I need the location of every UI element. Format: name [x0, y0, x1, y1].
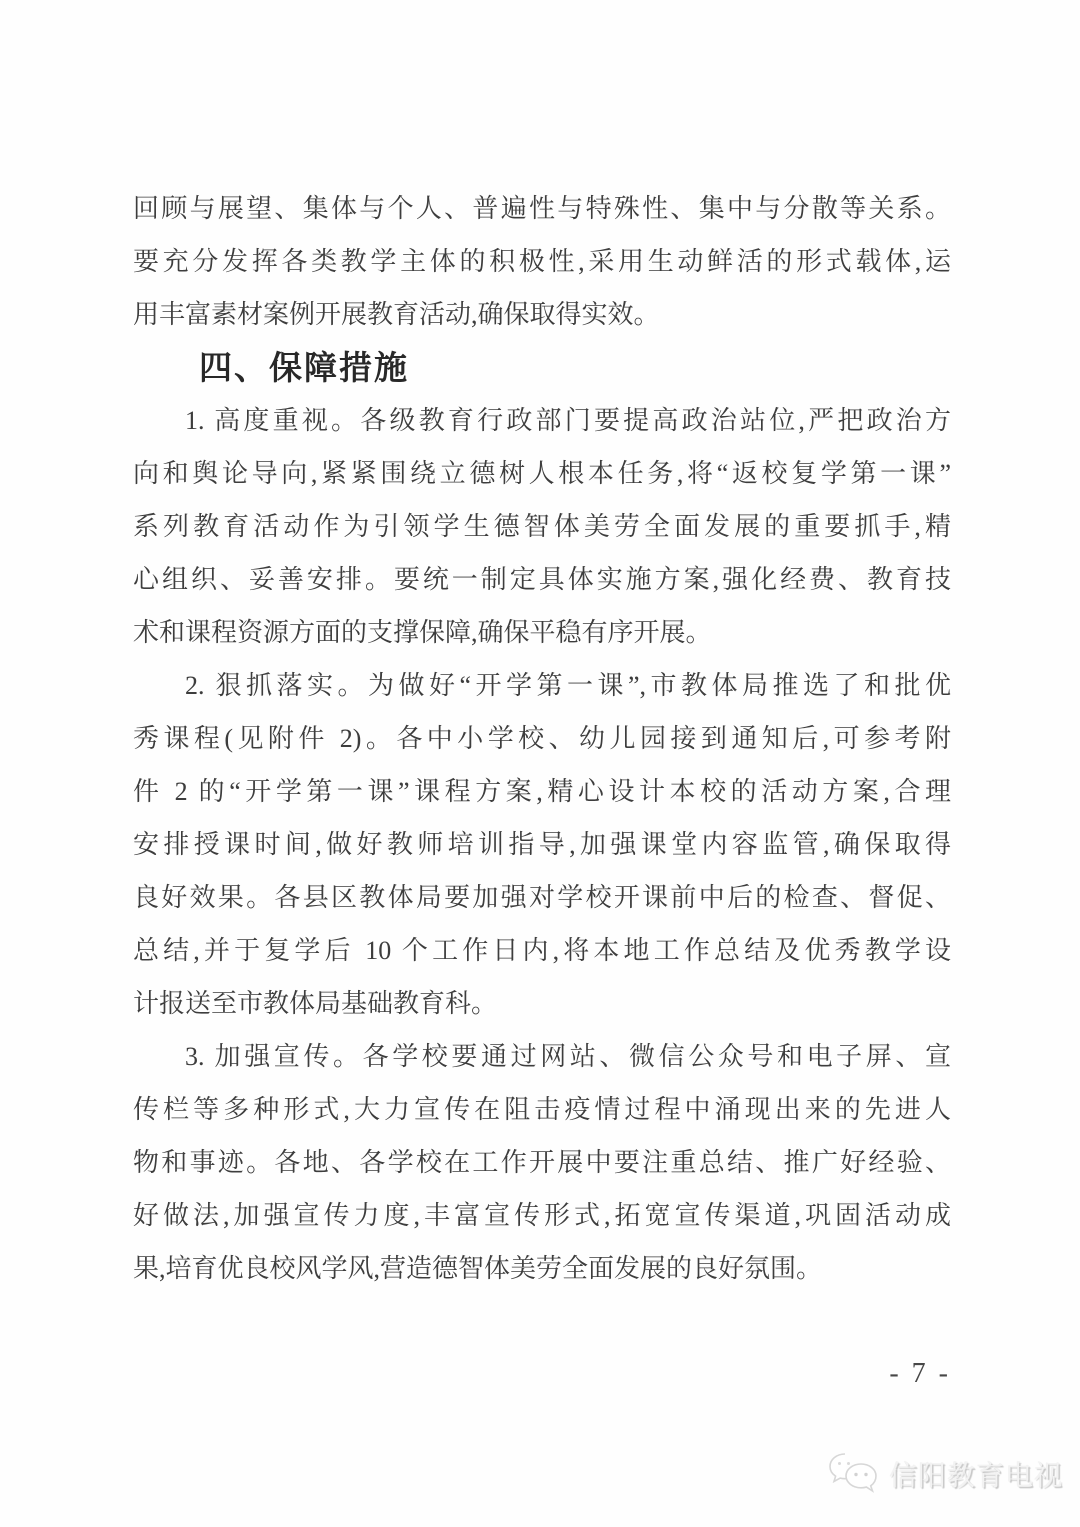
document-line: 件 2 的“开学第一课”课程方案,精心设计本校的活动方案,合理: [133, 777, 951, 806]
document-line: 向和舆论导向,紧紧围绕立德树人根本任务,将“返校复学第一课”: [133, 459, 951, 488]
document-line: 良好效果。各县区教体局要加强对学校开课前中后的检查、督促、: [133, 883, 951, 912]
page-number: - 7 -: [889, 1358, 951, 1389]
document-line: 物和事迹。各地、各学校在工作开展中要注重总结、推广好经验、: [133, 1148, 951, 1177]
section-heading: 四、保障措施: [199, 349, 409, 386]
document-line: 系列教育活动作为引领学生德智体美劳全面发展的重要抓手,精: [133, 512, 951, 541]
watermark-label: 信阳教育电视: [889, 1460, 1064, 1491]
document-line: 3. 加强宣传。各学校要通过网站、微信公众号和电子屏、宣: [185, 1042, 951, 1071]
document-line: 回顾与展望、集体与个人、普遍性与特殊性、集中与分散等关系。: [133, 194, 951, 223]
watermark: [828, 1450, 1063, 1498]
document-line: 安排授课时间,做好教师培训指导,加强课堂内容监管,确保取得: [133, 830, 951, 859]
document-line: 心组织、妥善安排。要统一制定具体实施方案,强化经费、教育技: [133, 565, 951, 594]
document-line: 总结,并于复学后 10 个工作日内,将本地工作总结及优秀教学设: [133, 936, 951, 965]
document-line: 传栏等多种形式,大力宣传在阻击疫情过程中涌现出来的先进人: [133, 1095, 951, 1124]
document-line: 要充分发挥各类教学主体的积极性,采用生动鲜活的形式载体,运: [133, 247, 951, 276]
document-line: 1. 高度重视。各级教育行政部门要提高政治站位,严把政治方: [185, 406, 951, 435]
document-line: 秀课程(见附件 2)。各中小学校、幼儿园接到通知后,可参考附: [133, 724, 951, 753]
document-line: 2. 狠抓落实。为做好“开学第一课”,市教体局推选了和批优: [185, 671, 951, 700]
document-line: 用丰富素材案例开展教育活动,确保取得实效。: [133, 300, 660, 329]
document-line: 好做法,加强宣传力度,丰富宣传形式,拓宽宣传渠道,巩固活动成: [133, 1201, 951, 1230]
document-line: 术和课程资源方面的支撑保障,确保平稳有序开展。: [133, 618, 712, 647]
document-body: [133, 182, 951, 1295]
document-line: 果,培育优良校风学风,营造德智体美劳全面发展的良好氛围。: [133, 1254, 823, 1283]
document-line: 计报送至市教体局基础教育科。: [133, 989, 498, 1018]
wechat-logo-icon: [828, 1450, 882, 1498]
